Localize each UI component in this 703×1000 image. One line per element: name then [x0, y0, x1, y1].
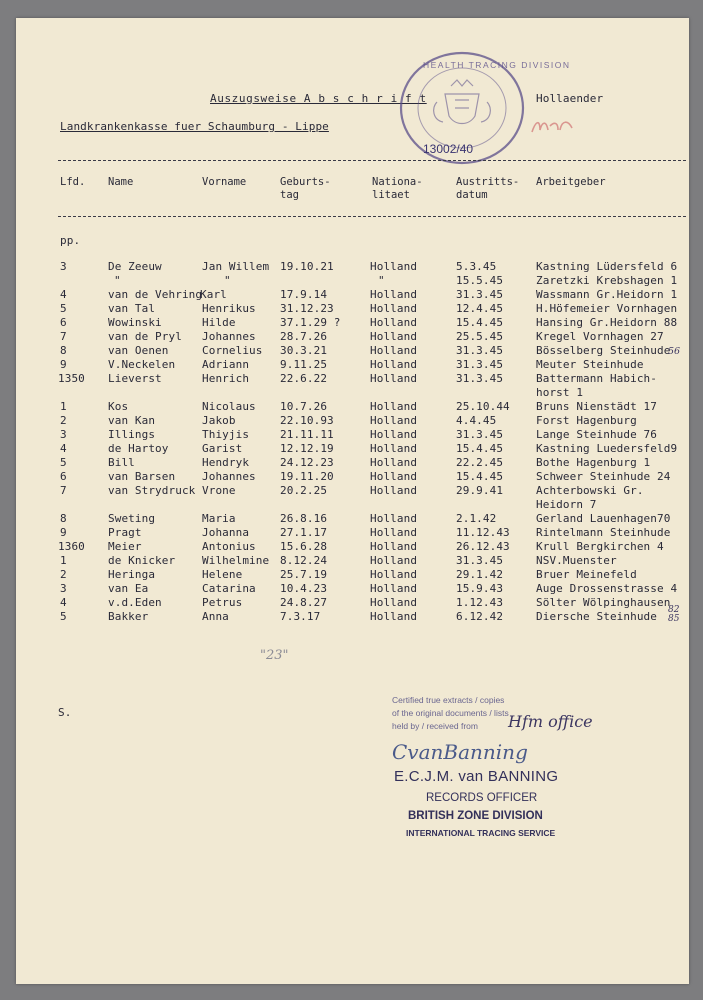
cell-nationalitaet: Holland	[370, 610, 418, 623]
cell-name: van Ea	[108, 582, 149, 595]
cell-vorname: Jan Willem	[202, 260, 270, 273]
cell-vorname: Maria	[202, 512, 236, 525]
header-rule-bottom	[58, 216, 686, 217]
cell-name: van de Vehring	[108, 288, 203, 301]
officer-service: INTERNATIONAL TRACING SERVICE	[406, 828, 556, 838]
red-pencil-mark-icon	[528, 116, 578, 138]
cell-lfd: 4	[60, 442, 67, 455]
cell-austrittsdatum: 15.9.43	[456, 582, 504, 595]
cell-name: Bill	[108, 456, 135, 469]
cell-arbeitgeber: Hansing Gr.Heidorn 88	[536, 316, 678, 329]
cell-austrittsdatum: 6.12.42	[456, 610, 504, 623]
cell-name: de Knicker	[108, 554, 176, 567]
cell-geburtstag: 31.12.23	[280, 302, 334, 315]
cell-lfd: 1360	[58, 540, 85, 553]
cell-arbeitgeber: H.Höfemeier Vornhagen	[536, 302, 678, 315]
cell-vorname: Johannes	[202, 470, 256, 483]
cell-nationalitaet: Holland	[370, 288, 418, 301]
cell-austrittsdatum: 22.2.45	[456, 456, 504, 469]
cell-nationalitaet: Holland	[370, 316, 418, 329]
cell-nationalitaet: Holland	[370, 372, 418, 385]
col-header-nationalitaet: Nationa- litaet	[372, 176, 423, 201]
cell-vorname: Catarina	[202, 582, 256, 595]
cell-geburtstag: 15.6.28	[280, 540, 328, 553]
cell-arbeitgeber: Bruns Nienstädt 17	[536, 400, 658, 413]
cell-geburtstag: 30.3.21	[280, 344, 328, 357]
cell-lfd: 1	[60, 554, 67, 567]
cell-name: Meier	[108, 540, 142, 553]
cell-nationalitaet: Holland	[370, 568, 418, 581]
cell-name: Illings	[108, 428, 156, 441]
cell-lfd: 4	[60, 596, 67, 609]
cell-arbeitgeber: Bothe Hagenburg 1	[536, 456, 651, 469]
cell-vorname: Hendryk	[202, 456, 250, 469]
cell-vorname: Jakob	[202, 414, 236, 427]
cell-arbeitgeber: Gerland Lauenhagen70	[536, 512, 671, 525]
cell-arbeitgeber: Zaretzki Krebshagen 1	[536, 274, 678, 287]
cell-name: Wowinski	[108, 316, 162, 329]
cell-arbeitgeber: Kastning Lüdersfeld 6	[536, 260, 678, 273]
cell-lfd: 5	[60, 610, 67, 623]
cell-vorname: Henrich	[202, 372, 250, 385]
cell-name: van Oenen	[108, 344, 169, 357]
cell-name: de Hartoy	[108, 442, 169, 455]
cell-name: Heringa	[108, 568, 156, 581]
handwritten-signature: CvanBanning	[392, 740, 528, 764]
cell-lfd: 1	[60, 400, 67, 413]
cell-lfd: 8	[60, 344, 67, 357]
cell-lfd: 6	[60, 470, 67, 483]
cert-line-1: Certified true extracts / copies	[392, 695, 505, 705]
header-rule-top	[58, 160, 686, 161]
cell-nationalitaet: Holland	[370, 260, 418, 273]
cell-geburtstag: 21.11.11	[280, 428, 334, 441]
cell-nationalitaet: Holland	[370, 512, 418, 525]
cell-nationalitaet: Holland	[370, 554, 418, 567]
cell-geburtstag: 28.7.26	[280, 330, 328, 343]
cell-lfd: 7	[60, 484, 67, 497]
cell-vorname: Nicolaus	[202, 400, 256, 413]
stamp-reference-number: 13002/40	[423, 142, 474, 156]
cell-name: Pragt	[108, 526, 142, 539]
cell-geburtstag: 10.4.23	[280, 582, 328, 595]
stamp-ring-text: HEALTH TRACING DIVISION	[423, 60, 571, 70]
cell-geburtstag: 26.8.16	[280, 512, 328, 525]
cell-geburtstag: 25.7.19	[280, 568, 328, 581]
cell-vorname: Wilhelmine	[202, 554, 270, 567]
cell-nationalitaet: Holland	[370, 582, 418, 595]
col-header-lfd: Lfd.	[60, 176, 86, 188]
cell-austrittsdatum: 31.3.45	[456, 554, 504, 567]
cell-vorname: Helene	[202, 568, 243, 581]
cell-lfd: 2	[60, 414, 67, 427]
cell-austrittsdatum: 4.4.45	[456, 414, 497, 427]
cell-geburtstag: 19.11.20	[280, 470, 334, 483]
cell-name: v.d.Eden	[108, 596, 162, 609]
cell-nationalitaet: "	[378, 274, 385, 287]
cell-arbeitgeber: Bruer Meinefeld	[536, 568, 637, 581]
cell-arbeitgeber: Auge Drossenstrasse 4	[536, 582, 678, 595]
col-header-geburtstag: Geburts- tag	[280, 176, 331, 201]
signature-mark: S.	[58, 706, 72, 719]
cell-nationalitaet: Holland	[370, 344, 418, 357]
cell-geburtstag: 17.9.14	[280, 288, 328, 301]
cell-vorname: Henrikus	[202, 302, 256, 315]
cell-geburtstag: 24.8.27	[280, 596, 328, 609]
cell-lfd: 6	[60, 316, 67, 329]
cell-geburtstag: 10.7.26	[280, 400, 328, 413]
cell-vorname: Petrus	[202, 596, 243, 609]
cell-austrittsdatum: 26.12.43	[456, 540, 510, 553]
cell-arbeitgeber: Forst Hagenburg	[536, 414, 637, 427]
cell-lfd: 3	[60, 582, 67, 595]
cell-name: van Kan	[108, 414, 156, 427]
document-page	[16, 18, 689, 984]
cell-nationalitaet: Holland	[370, 540, 418, 553]
cell-austrittsdatum: 25.5.45	[456, 330, 504, 343]
cell-name: Bakker	[108, 610, 149, 623]
cell-austrittsdatum: 31.3.45	[456, 428, 504, 441]
cell-geburtstag: 24.12.23	[280, 456, 334, 469]
handwritten-source: Hfm office	[508, 712, 593, 731]
cell-nationalitaet: Holland	[370, 302, 418, 315]
document-title: Auszugsweise A b s c h r i f t	[210, 92, 427, 105]
document-category: Hollaender	[536, 92, 604, 105]
cell-arbeitgeber: Achterbowski Gr.	[536, 484, 644, 497]
cell-arbeitgeber: Sölter Wölpinghausen	[536, 596, 671, 609]
margin-note-85: 82 85	[668, 605, 680, 624]
cell-arbeitgeber: Wassmann Gr.Heidorn 1	[536, 288, 678, 301]
cell-geburtstag: 22.10.93	[280, 414, 334, 427]
cell-arbeitgeber: Krull Bergkirchen 4	[536, 540, 664, 553]
col-header-vorname: Vorname	[202, 176, 247, 188]
cell-lfd: 4	[60, 288, 67, 301]
cell-lfd: 9	[60, 526, 67, 539]
cell-geburtstag: 9.11.25	[280, 358, 328, 371]
cert-line-3: held by / received from	[392, 721, 478, 731]
cell-austrittsdatum: 31.3.45	[456, 344, 504, 357]
cell-arbeitgeber: Diersche Steinhude	[536, 610, 658, 623]
cell-name: Sweting	[108, 512, 156, 525]
cell-austrittsdatum: 2.1.42	[456, 512, 497, 525]
cell-vorname: Adriann	[202, 358, 250, 371]
cell-vorname: Johannes	[202, 330, 256, 343]
cell-name: De Zeeuw	[108, 260, 162, 273]
cell-nationalitaet: Holland	[370, 526, 418, 539]
cell-vorname: Cornelius	[202, 344, 263, 357]
cell-lfd: 5	[60, 302, 67, 315]
cell-name: van Tal	[108, 302, 156, 315]
col-header-austrittsdatum: Austritts- datum	[456, 176, 520, 201]
cell-arbeitgeber: Rintelmann Steinhude	[536, 526, 671, 539]
cell-arbeitgeber: horst 1	[536, 386, 584, 399]
col-header-name: Name	[108, 176, 134, 188]
cell-austrittsdatum: 11.12.43	[456, 526, 510, 539]
cell-arbeitgeber: Kastning Luedersfeld9	[536, 442, 678, 455]
cell-austrittsdatum: 15.4.45	[456, 442, 504, 455]
cell-lfd: 8	[60, 512, 67, 525]
cell-vorname: Thiyjis	[202, 428, 250, 441]
cell-name: van Strydruck	[108, 484, 196, 497]
cell-vorname: Anna	[202, 610, 229, 623]
cell-geburtstag: 37.1.29 ?	[280, 316, 341, 329]
cell-vorname: Hilde	[202, 316, 236, 329]
cell-nationalitaet: Holland	[370, 428, 418, 441]
cell-vorname: "	[224, 274, 231, 287]
cell-vorname: Karl	[200, 288, 227, 301]
officer-name: E.C.J.M. van BANNING	[394, 768, 559, 785]
cell-arbeitgeber: NSV.Muenster	[536, 554, 617, 567]
cell-austrittsdatum: 29.9.41	[456, 484, 504, 497]
cell-austrittsdatum: 12.4.45	[456, 302, 504, 315]
cell-austrittsdatum: 31.3.45	[456, 358, 504, 371]
cell-austrittsdatum: 15.4.45	[456, 470, 504, 483]
col-header-arbeitgeber: Arbeitgeber	[536, 176, 606, 188]
cell-nationalitaet: Holland	[370, 484, 418, 497]
cell-austrittsdatum: 15.5.45	[456, 274, 504, 287]
cell-nationalitaet: Holland	[370, 596, 418, 609]
cell-name: Kos	[108, 400, 129, 413]
cell-arbeitgeber: Kregel Vornhagen 27	[536, 330, 664, 343]
cell-vorname: Antonius	[202, 540, 256, 553]
cell-arbeitgeber: Meuter Steinhude	[536, 358, 644, 371]
cell-austrittsdatum: 31.3.45	[456, 372, 504, 385]
cell-name: van de Pryl	[108, 330, 182, 343]
cell-vorname: Johanna	[202, 526, 250, 539]
cell-geburtstag: 20.2.25	[280, 484, 328, 497]
cell-name: van Barsen	[108, 470, 176, 483]
cell-geburtstag: 22.6.22	[280, 372, 328, 385]
cell-lfd: 5	[60, 456, 67, 469]
cell-arbeitgeber: Battermann Habich-	[536, 372, 658, 385]
cell-nationalitaet: Holland	[370, 400, 418, 413]
cell-arbeitgeber: Schweer Steinhude 24	[536, 470, 671, 483]
cell-lfd: 7	[60, 330, 67, 343]
cell-nationalitaet: Holland	[370, 358, 418, 371]
cell-arbeitgeber: Bösselberg Steinhude	[536, 344, 671, 357]
cell-name: Lieverst	[108, 372, 162, 385]
cell-austrittsdatum: 1.12.43	[456, 596, 504, 609]
cell-nationalitaet: Holland	[370, 442, 418, 455]
cell-nationalitaet: Holland	[370, 456, 418, 469]
officer-role: RECORDS OFFICER	[426, 792, 538, 804]
cell-arbeitgeber: Lange Steinhude 76	[536, 428, 658, 441]
cell-nationalitaet: Holland	[370, 470, 418, 483]
cell-lfd: 3	[60, 428, 67, 441]
cell-arbeitgeber: Heidorn 7	[536, 498, 597, 511]
margin-note-56: 56	[668, 346, 681, 357]
page-number: "23"	[260, 648, 289, 663]
cell-geburtstag: 27.1.17	[280, 526, 328, 539]
cell-geburtstag: 8.12.24	[280, 554, 328, 567]
cell-lfd: 9	[60, 358, 67, 371]
cell-lfd: 2	[60, 568, 67, 581]
cell-nationalitaet: Holland	[370, 330, 418, 343]
cell-austrittsdatum: 29.1.42	[456, 568, 504, 581]
cell-geburtstag: 7.3.17	[280, 610, 321, 623]
cell-austrittsdatum: 31.3.45	[456, 288, 504, 301]
cell-austrittsdatum: 25.10.44	[456, 400, 510, 413]
cell-nationalitaet: Holland	[370, 414, 418, 427]
section-marker: pp.	[60, 234, 81, 247]
cell-vorname: Vrone	[202, 484, 236, 497]
cell-austrittsdatum: 15.4.45	[456, 316, 504, 329]
cell-lfd: 3	[60, 260, 67, 273]
cell-geburtstag: 19.10.21	[280, 260, 334, 273]
cell-name: "	[114, 274, 121, 287]
cell-austrittsdatum: 5.3.45	[456, 260, 497, 273]
officer-division: BRITISH ZONE DIVISION	[408, 810, 543, 822]
document-subtitle: Landkrankenkasse fuer Schaumburg - Lippe	[60, 120, 329, 133]
cert-line-2: of the original documents / lists	[392, 708, 509, 718]
cell-name: V.Neckelen	[108, 358, 176, 371]
cell-vorname: Garist	[202, 442, 243, 455]
cell-geburtstag: 12.12.19	[280, 442, 334, 455]
cell-lfd: 1350	[58, 372, 85, 385]
